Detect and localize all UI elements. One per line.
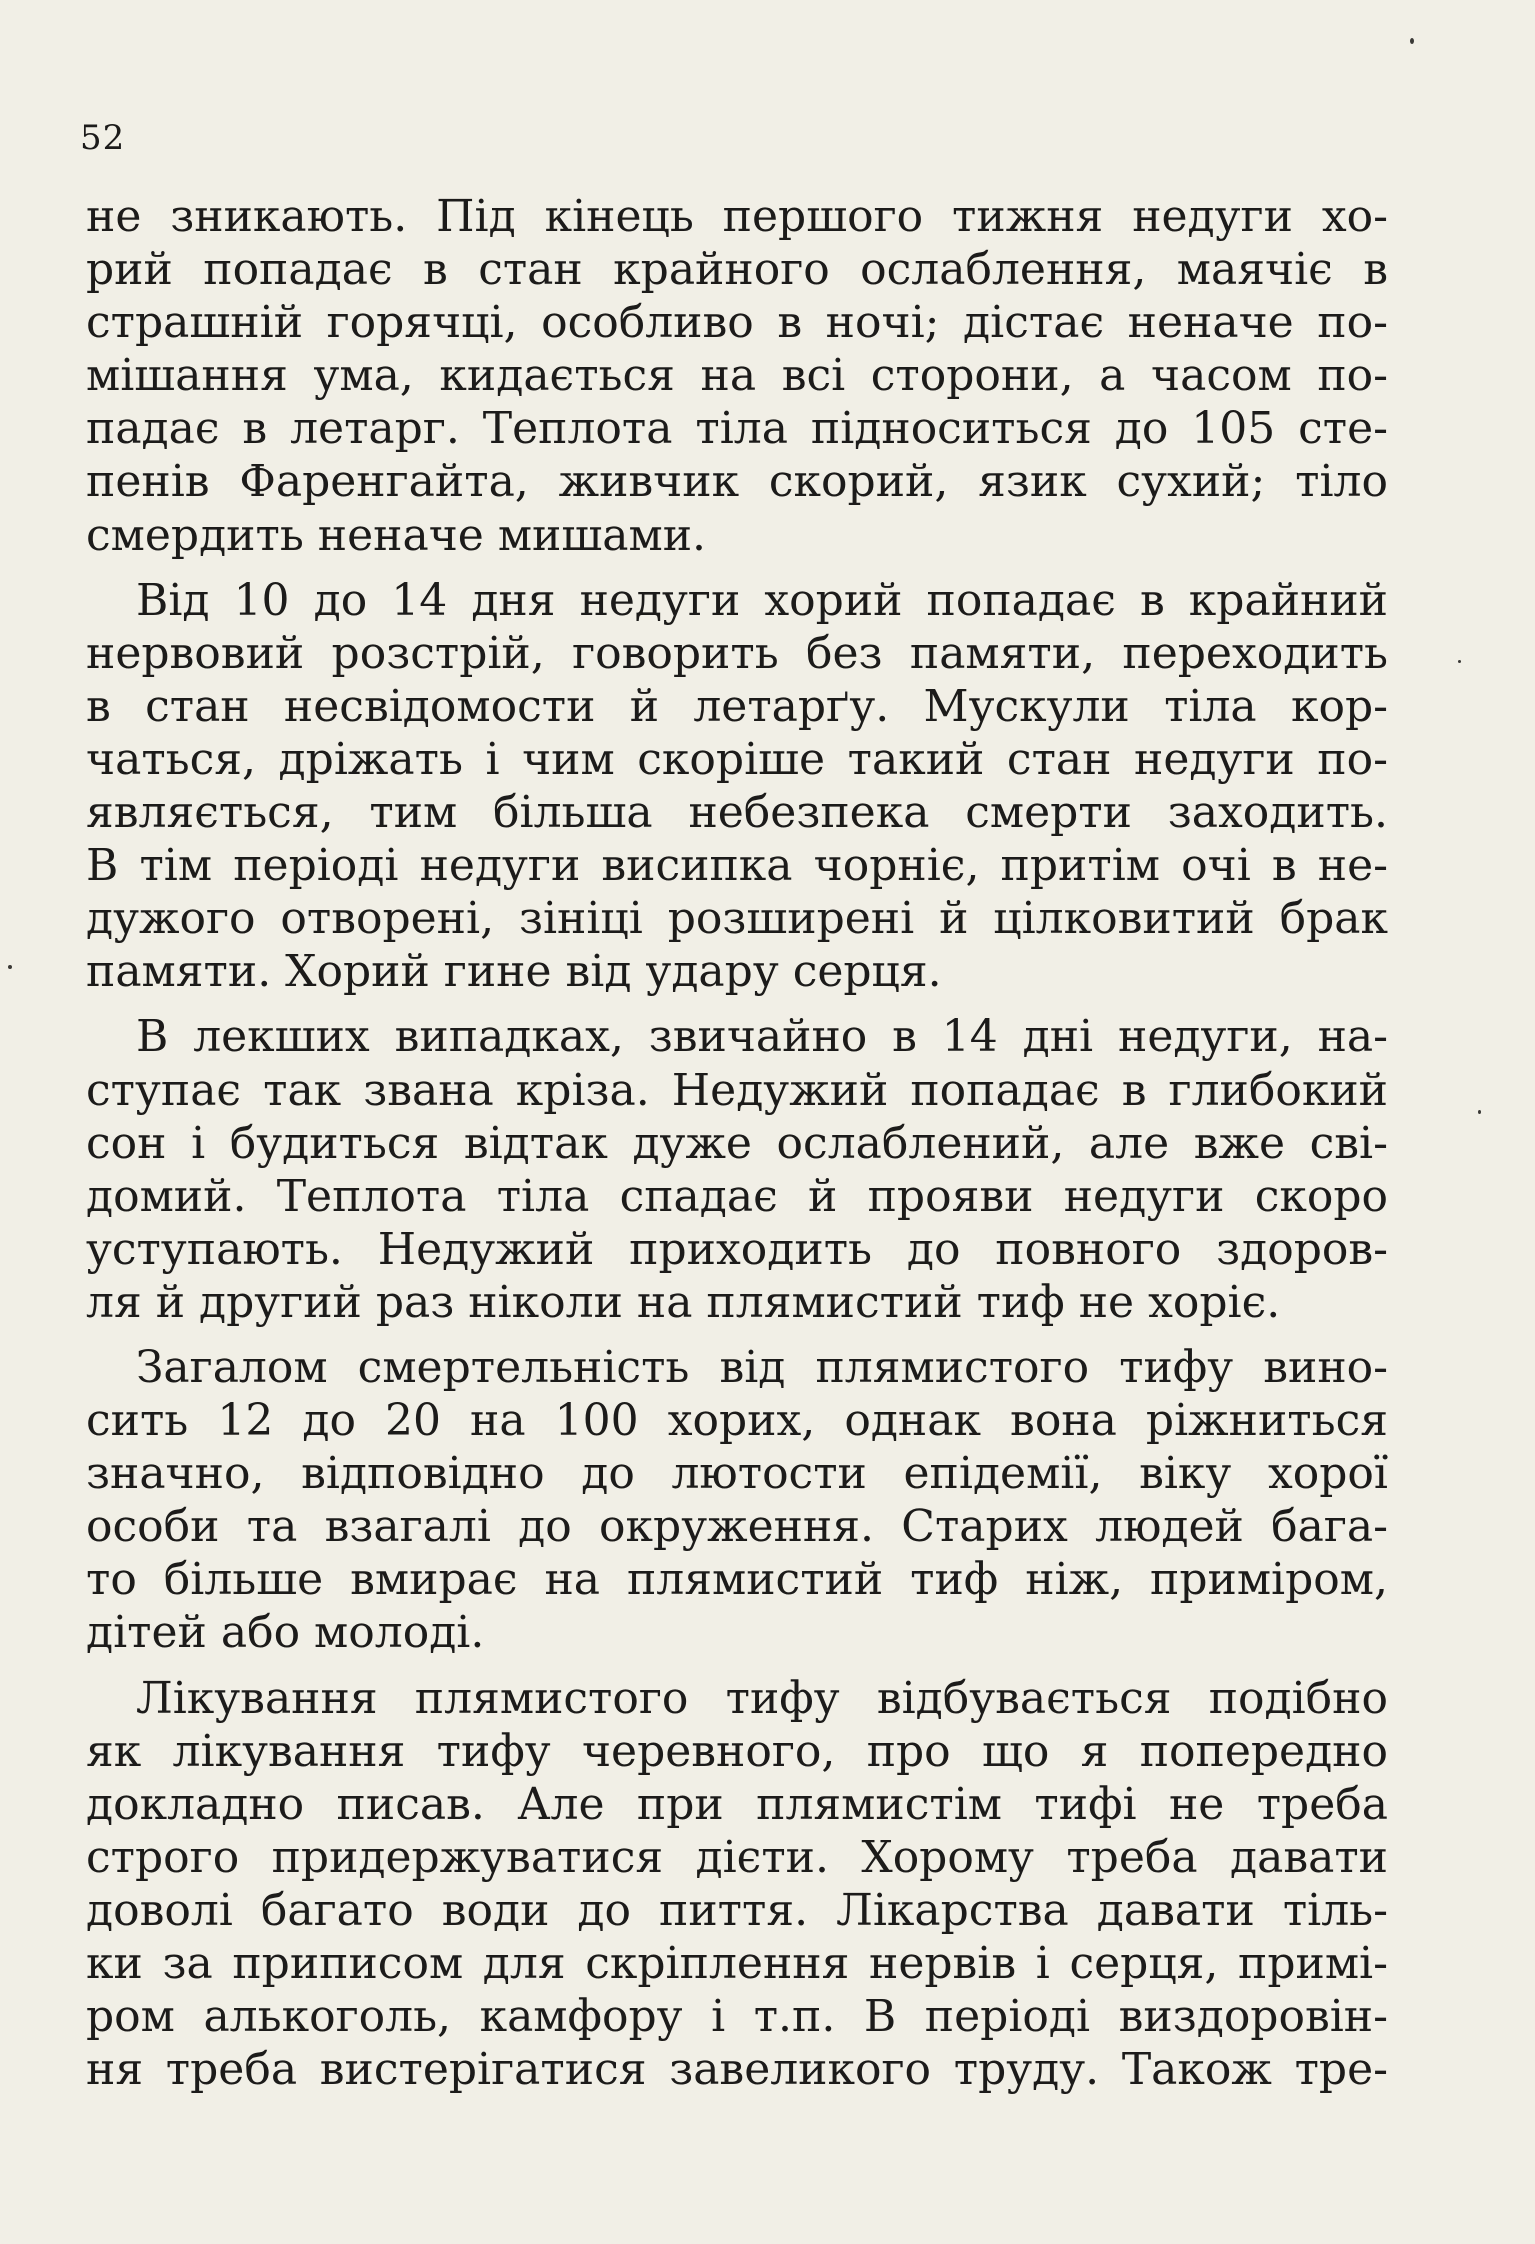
text-line: докладно писав. Але при плямистім тифі не треба — [86, 1778, 1388, 1830]
text-line: ня треба вистерігатися завеликого труду. Також тре- — [86, 2044, 1388, 2096]
text-line: ля й другий раз ніколи на плямистий тиф не хоріє. — [86, 1276, 1281, 1328]
text-line: як лікування тифу черевного, про що я попередно — [86, 1725, 1388, 1777]
text-line: являється, тим більша небезпека смерти заходить. — [86, 787, 1388, 839]
text-line: рий попадає в стан крайного ослаблення, маячіє в — [86, 244, 1388, 296]
text-line: чаться, дріжать і чим скоріше такий стан недуги по- — [86, 733, 1388, 785]
text-line: памяти. Хорий гине від удару серця. — [86, 946, 942, 998]
text-line: дітей або молоді. — [86, 1607, 485, 1659]
text-line: особи та взагалі до окруження. Старих людей бага- — [86, 1501, 1388, 1553]
text-line: пенів Фаренгайта, живчик скорий, язик сухий; тіло — [86, 456, 1388, 508]
text-line: Загалом смертельність від плямистого тифу вино- — [136, 1341, 1388, 1393]
text-line: Лікування плямистого тифу відбувається подібно — [136, 1672, 1388, 1724]
text-line: сон і будиться відтак дуже ослаблений, але вже сві- — [86, 1117, 1388, 1169]
text-line: домий. Теплота тіла спадає й прояви недуги скоро — [86, 1170, 1388, 1222]
scan-speck — [1410, 38, 1414, 44]
text-line: дужого отворені, зініці розширені й цілковитий брак — [86, 893, 1388, 945]
body-text — [86, 190, 1388, 2096]
text-line: В лекших випадках, звичайно в 14 дні недуги, на- — [136, 1011, 1388, 1063]
paragraph — [86, 1010, 1388, 1329]
text-line: смердить неначе мишами. — [86, 509, 707, 561]
text-line: страшній горячці, особливо в ночі; дістає неначе по- — [86, 297, 1388, 349]
text-line: строго придержуватися дієти. Хорому треба давати — [86, 1831, 1388, 1883]
scan-speck — [1458, 660, 1461, 663]
text-line: Від 10 до 14 дня недуги хорий попадає в крайний — [136, 574, 1388, 626]
text-line: значно, відповідно до лютости епідемії, віку хорої — [86, 1448, 1388, 1500]
text-line: нервовий розстрій, говорить без памяти, переходить — [86, 627, 1388, 679]
text-line: в стан несвідомости й летарґу. Мускули тіла кор- — [86, 680, 1388, 732]
text-line: ром алькоголь, камфору і т.п. В періоді виздоровін- — [86, 1991, 1388, 2043]
text-line: падає в летарг. Теплота тіла підноситься до 105 сте- — [86, 403, 1388, 455]
text-line: доволі багато води до пиття. Лікарства давати тіль- — [86, 1884, 1388, 1936]
text-line: мішання ума, кидається на всі сторони, а часом по- — [86, 350, 1388, 402]
text-line: сить 12 до 20 на 100 хорих, однак вона ріжниться — [86, 1395, 1388, 1447]
scan-speck — [1478, 1110, 1481, 1114]
text-line: не зникають. Під кінець першого тижня недуги хо- — [86, 191, 1388, 242]
text-line: то більше вмирає на плямистий тиф ніж, приміром, — [86, 1554, 1388, 1606]
paragraph — [86, 574, 1388, 999]
paragraph — [86, 190, 1388, 562]
text-line: ступає так звана кріза. Недужий попадає в глибокий — [86, 1064, 1388, 1116]
paragraph — [86, 1672, 1388, 2097]
text-line: ки за приписом для скріплення нервів і серця, примі- — [86, 1938, 1388, 1989]
paragraph — [86, 1341, 1388, 1660]
page-number: 52 — [80, 118, 126, 158]
text-line: В тім періоді недуги висипка чорніє, притім очі в не- — [86, 840, 1388, 892]
text-line: уступають. Недужий приходить до повного здоров- — [86, 1223, 1388, 1275]
scan-speck — [8, 965, 12, 969]
